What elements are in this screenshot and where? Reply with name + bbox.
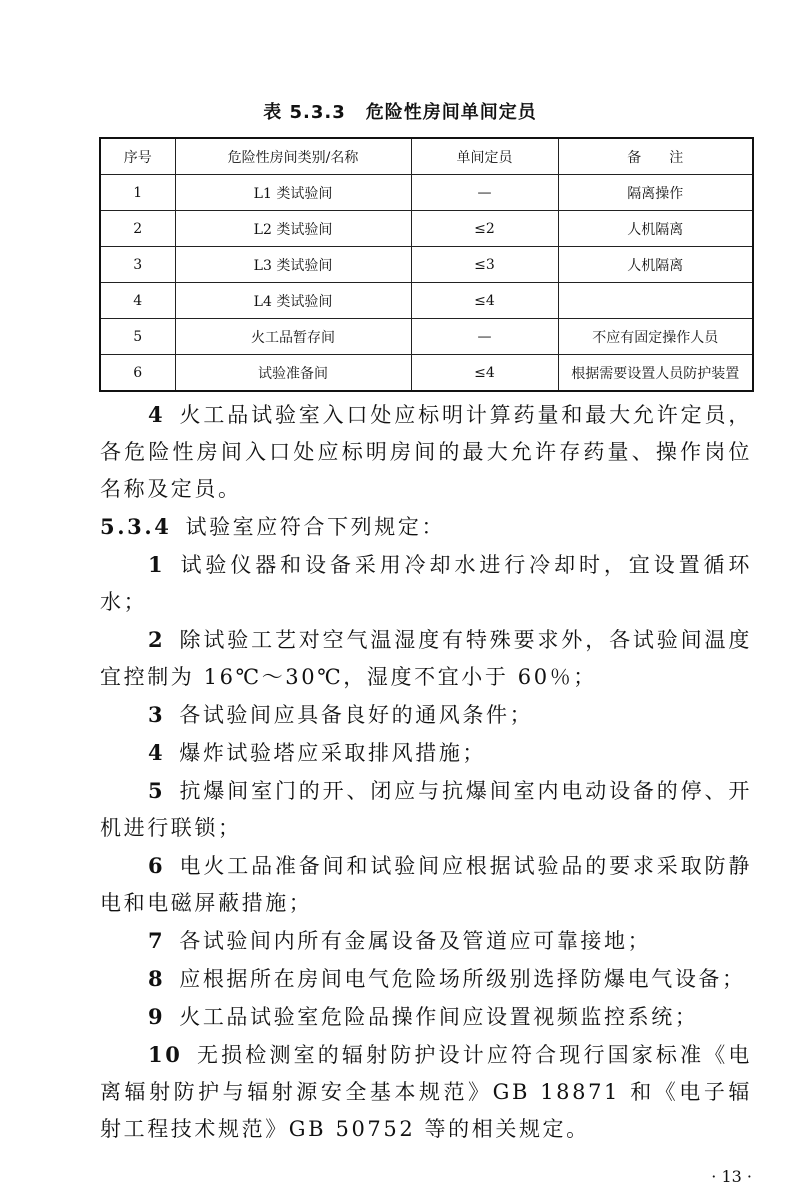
- clause-paragraph: [100, 847, 752, 922]
- clause-number: 9: [148, 1004, 166, 1029]
- clause-paragraph: [100, 1036, 752, 1148]
- page-flow: [100, 396, 752, 1188]
- table-cell: 5: [100, 319, 175, 355]
- clause-number: 10: [148, 1042, 183, 1067]
- table-cell: 试验准备间: [175, 355, 411, 392]
- clause-paragraph: [100, 960, 752, 998]
- clause-text: 火工品试验室入口处应标明计算药量和最大允许定员，各危险性房间入口处应标明房间的最大允许存药量、操作岗位名称及定员。: [100, 403, 752, 501]
- table-caption: [0, 98, 800, 124]
- clause-number: 3: [148, 702, 166, 727]
- page-number: · 13 ·: [711, 1167, 752, 1186]
- table-cell: 4: [100, 283, 175, 319]
- clause-text: 爆炸试验塔应采取排风措施；: [179, 741, 487, 765]
- table-cell: 隔离操作: [558, 175, 753, 211]
- table-cell: 火工品暂存间: [175, 319, 411, 355]
- table-cell: L2 类试验间: [175, 211, 411, 247]
- clause-number: 6: [148, 853, 166, 878]
- table-cell: 6: [100, 355, 175, 392]
- table-row: [100, 247, 753, 283]
- table-caption-number: 表 5.3.3: [263, 102, 346, 123]
- table-cell: ≤3: [411, 247, 558, 283]
- header-cell: 单间定员: [411, 138, 558, 175]
- table-cell: 不应有固定操作人员: [558, 319, 753, 355]
- clause-number: 1: [148, 552, 166, 577]
- clause-paragraph: [100, 508, 752, 546]
- table-cell: —: [411, 175, 558, 211]
- table-cell: L1 类试验间: [175, 175, 411, 211]
- table-cell: —: [411, 319, 558, 355]
- table-row: [100, 211, 753, 247]
- clause-number: 8: [148, 966, 166, 991]
- clause-text: 各试验间内所有金属设备及管道应可靠接地；: [179, 929, 652, 953]
- header-cell: 序号: [100, 138, 175, 175]
- clause-text: 试验室应符合下列规定：: [185, 515, 446, 539]
- table-header-row: [100, 138, 753, 175]
- clause-paragraph: [100, 546, 752, 621]
- clause-text: 抗爆间室门的开、闭应与抗爆间室内电动设备的停、开机进行联锁；: [100, 779, 752, 840]
- clause-text: 应根据所在房间电气危险场所级别选择防爆电气设备；: [179, 967, 746, 991]
- clause-paragraph: [100, 396, 752, 508]
- table-row: [100, 319, 753, 355]
- clause-text: 试验仪器和设备采用冷却水进行冷却时，宜设置循环水；: [100, 553, 752, 614]
- clause-paragraph: [100, 998, 752, 1036]
- clause-paragraph: [100, 772, 752, 847]
- clause-paragraph: [100, 922, 752, 960]
- table-row: [100, 283, 753, 319]
- table-cell: ≤2: [411, 211, 558, 247]
- header-cell: 危险性房间类别/名称: [175, 138, 411, 175]
- clause-text: 无损检测室的辐射防护设计应符合现行国家标准《电离辐射防护与辐射源安全基本规范》GB 18871 和《电子辐射工程技术规范》GB 50752 等的相关规定。: [100, 1043, 752, 1141]
- clause-text: 除试验工艺对空气温湿度有特殊要求外，各试验间温度宜控制为 16℃～30℃，湿度不宜小于 60％；: [100, 628, 752, 689]
- table-cell: L3 类试验间: [175, 247, 411, 283]
- clause-paragraph: [100, 621, 752, 696]
- table-cell: ≤4: [411, 283, 558, 319]
- table-cell: 1: [100, 175, 175, 211]
- clause-paragraph: [100, 734, 752, 772]
- body-text: [100, 396, 752, 1148]
- clause-text: 各试验间应具备良好的通风条件；: [179, 703, 534, 727]
- table-cell: 人机隔离: [558, 211, 753, 247]
- table-cell: L4 类试验间: [175, 283, 411, 319]
- clause-number: 4: [148, 740, 166, 765]
- clause-number: 4: [148, 402, 166, 427]
- table-caption-title: 危险性房间单间定员: [365, 102, 537, 123]
- table-cell: ≤4: [411, 355, 558, 392]
- table-row: [100, 355, 753, 392]
- table-cell: [558, 283, 753, 319]
- clause-number: 5: [148, 778, 166, 803]
- clause-number: 2: [148, 627, 166, 652]
- clause-number: 5.3.4: [100, 514, 172, 539]
- table-row: [100, 175, 753, 211]
- clause-text: 火工品试验室危险品操作间应设置视频监控系统；: [179, 1005, 699, 1029]
- clause-text: 电火工品准备间和试验间应根据试验品的要求采取防静电和电磁屏蔽措施；: [100, 854, 752, 915]
- clause-number: 7: [148, 928, 166, 953]
- table-cell: 根据需要设置人员防护装置: [558, 355, 753, 392]
- table-cell: 人机隔离: [558, 247, 753, 283]
- clause-paragraph: [100, 696, 752, 734]
- staffing-table: [99, 137, 754, 392]
- table-cell: 3: [100, 247, 175, 283]
- header-cell: 备 注: [558, 138, 753, 175]
- table-cell: 2: [100, 211, 175, 247]
